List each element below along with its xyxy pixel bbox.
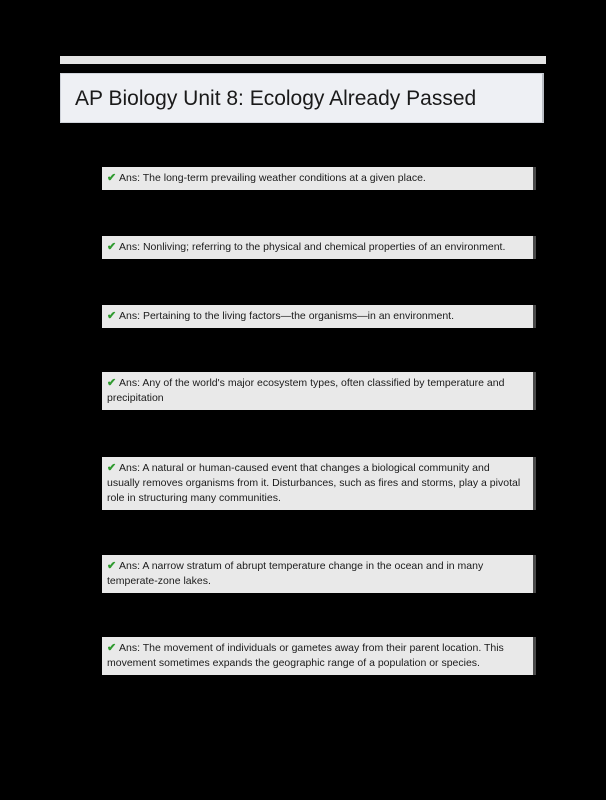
answer-text: Nonliving; referring to the physical and chemical properties of an environment. [142,241,506,253]
answer-box [102,555,536,593]
checkmark-icon: ✔ [107,462,117,474]
checkmark-icon: ✔ [107,560,117,572]
checkmark-icon: ✔ [107,377,117,389]
answer-text: Any of the world's major ecosystem types, often classified by temperature and precipitation [107,377,505,404]
answer-prefix: Ans: [119,560,141,572]
checkmark-icon: ✔ [107,241,117,253]
answer-text: Pertaining to the living factors—the organisms—in an environment. [142,310,455,322]
answer-box [102,236,536,259]
answer-box [102,372,536,410]
checkmark-icon: ✔ [107,310,117,322]
checkmark-icon: ✔ [107,172,117,184]
answer-prefix: Ans: [119,377,141,389]
answer-prefix: Ans: [119,462,141,474]
answer-prefix: Ans: [119,241,141,253]
answer-box [102,637,536,675]
answer-prefix: Ans: [119,310,141,322]
answer-text: A natural or human-caused event that changes a biological community and usually removes organisms from it. Disturbances, such as fires and storms, play a pivotal role in structuring many communities. [107,462,521,504]
answer-box [102,305,536,328]
answer-text: A narrow stratum of abrupt temperature change in the ocean and in many temperate-zone lakes. [107,560,484,587]
answer-prefix: Ans: [119,642,141,654]
answer-box [102,167,536,190]
answer-box [102,457,536,510]
answer-prefix: Ans: [119,172,141,184]
checkmark-icon: ✔ [107,642,117,654]
answer-text: The movement of individuals or gametes away from their parent location. This movement sometimes expands the geographic range of a population or species. [107,642,504,669]
answer-text: The long-term prevailing weather conditions at a given place. [142,172,426,184]
page-title: AP Biology Unit 8: Ecology Already Passed [75,87,477,110]
